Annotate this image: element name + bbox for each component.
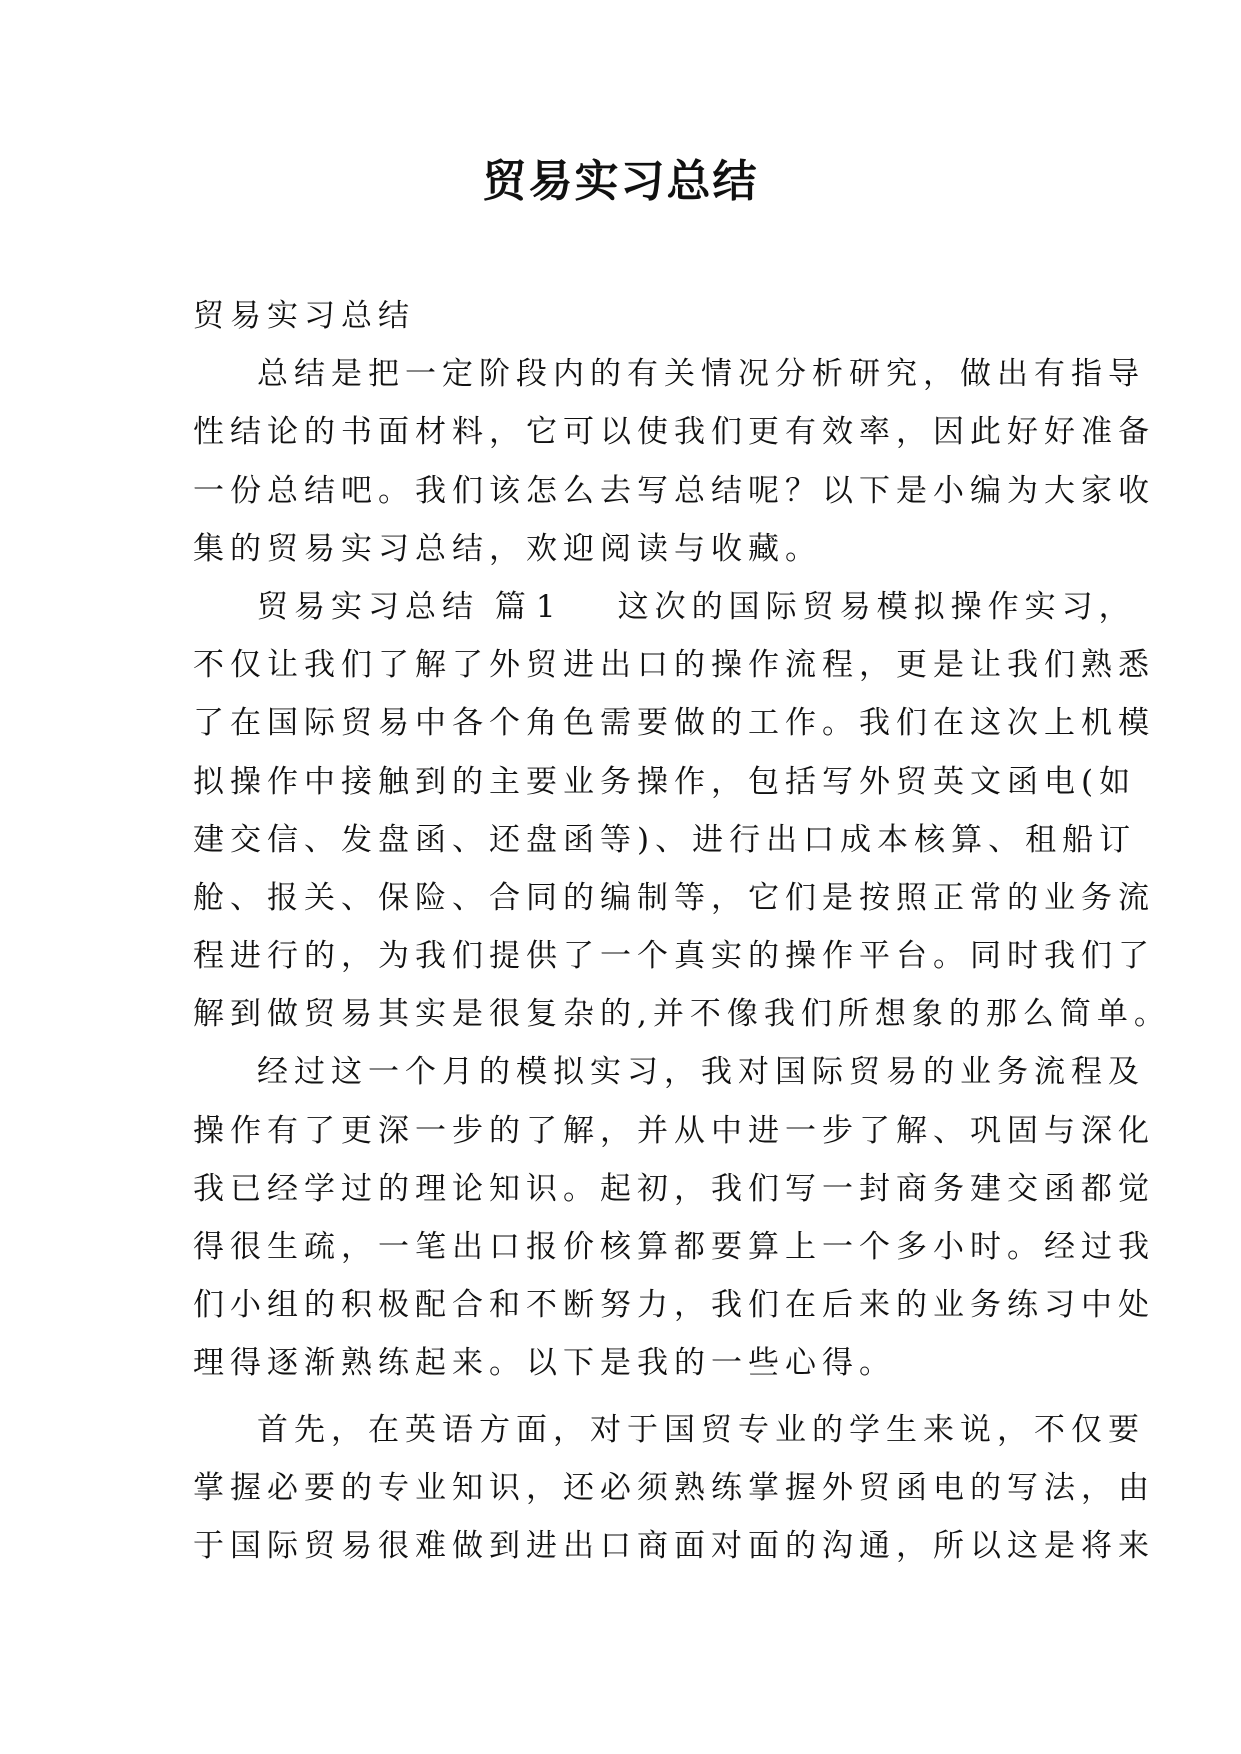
paragraph-line: 操作有了更深一步的了解，并从中进一步了解、巩固与深化 [193, 1112, 1155, 1149]
paragraph-line: 掌握必要的专业知识，还必须熟练掌握外贸函电的写法，由 [193, 1469, 1155, 1506]
paragraph-line: 舱、报关、保险、合同的编制等，它们是按照正常的业务流 [193, 879, 1155, 916]
paragraph-line: 集的贸易实习总结，欢迎阅读与收藏。 [193, 530, 822, 567]
paragraph-line: 于国际贸易很难做到进出口商面对面的沟通，所以这是将来 [193, 1527, 1155, 1564]
paragraph-line: 性结论的书面材料，它可以使我们更有效率，因此好好准备 [193, 414, 1155, 451]
paragraph-line: 了在国际贸易中各个角色需要做的工作。我们在这次上机模 [193, 705, 1155, 742]
paragraph-line: 总结是把一定阶段内的有关情况分析研究，做出有指导 [257, 356, 1145, 393]
paragraph-line: 建交信、发盘函、还盘函等)、进行出口成本核算、租船订 [193, 821, 1137, 858]
paragraph-line: 拟操作中接触到的主要业务操作，包括写外贸英文函电(如 [193, 763, 1137, 800]
paragraph-line: 得很生疏，一笔出口报价核算都要算上一个多小时。经过我 [193, 1229, 1155, 1265]
paragraph-line: 首先，在英语方面，对于国贸专业的学生来说，不仅要 [257, 1411, 1145, 1448]
paragraph-line: 经过这一个月的模拟实习，我对国际贸易的业务流程及 [257, 1054, 1145, 1091]
paragraph-line: 我已经学过的理论知识。起初，我们写一封商务建交函都觉 [193, 1170, 1155, 1207]
paragraph-line: 程进行的，为我们提供了一个真实的操作平台。同时我们了 [193, 938, 1155, 975]
article-label: 贸易实习总结 篇 [257, 588, 532, 625]
paragraph-line: 解到做贸易其实是很复杂的,并不像我们所想象的那么简单。 [193, 996, 1171, 1033]
paragraph-line: 一份总结吧。我们该怎么去写总结呢？以下是小编为大家收 [193, 472, 1155, 509]
section-heading: 贸易实习总结 [193, 298, 415, 334]
document-title: 贸易实习总结 [482, 156, 759, 207]
article-heading-line [193, 578, 1136, 636]
paragraph-line: 理得逐渐熟练起来。以下是我的一些心得。 [193, 1345, 896, 1382]
document-body [193, 287, 1171, 1575]
paragraph-line: 不仅让我们了解了外贸进出口的操作流程，更是让我们熟悉 [193, 647, 1155, 684]
paragraph-line: 们小组的积极配合和不断努力，我们在后来的业务练习中处 [193, 1287, 1155, 1324]
paragraph-line-text: 这次的国际贸易模拟操作实习， [617, 588, 1136, 625]
article-number: 1 [535, 588, 556, 625]
